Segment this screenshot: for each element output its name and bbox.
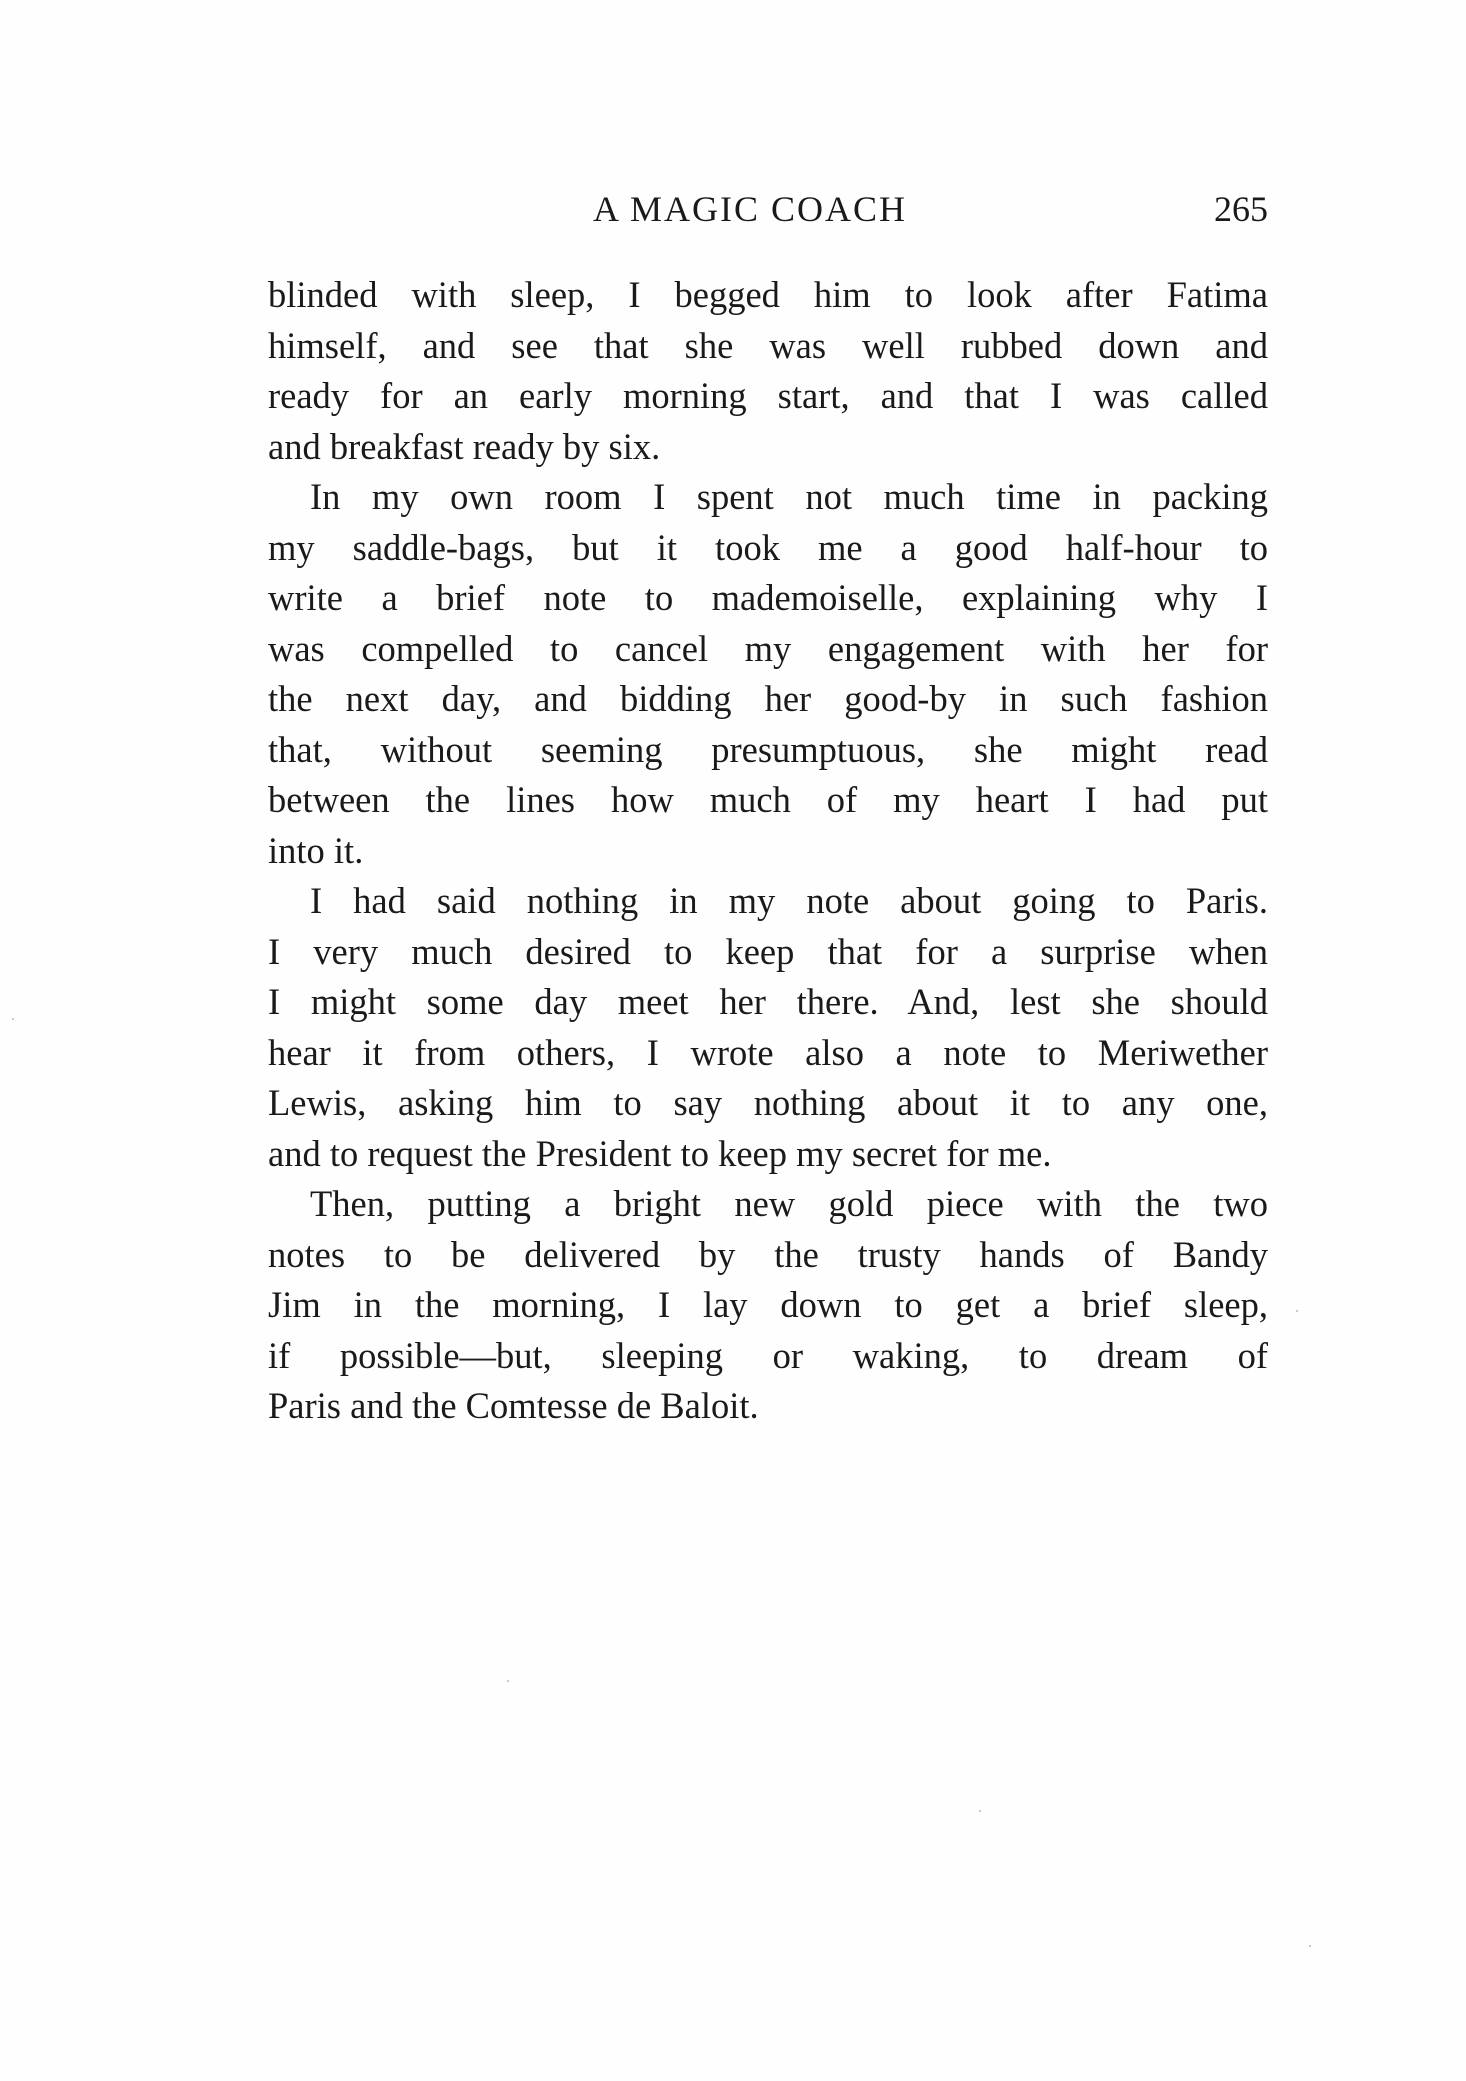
text-line: if possible—but, sleeping or waking, to dream of <box>268 1334 1268 1376</box>
text-line: Lewis, asking him to say nothing about it to any one, <box>268 1082 1268 1123</box>
text-line: that, without seeming presumptuous, she might read <box>268 728 1268 770</box>
text-line: blinded with sleep, I begged him to look after Fatima <box>268 274 1268 315</box>
text-line: I might some day meet her there. And, lest she should <box>268 981 1268 1022</box>
scan-speck <box>507 1680 509 1682</box>
text-line: In my own room I spent not much time in packing <box>310 476 1268 517</box>
text-line: write a brief note to mademoiselle, explaining why I <box>268 577 1268 618</box>
text-line: was compelled to cancel my engagement with her for <box>268 627 1268 669</box>
text-line: and breakfast ready by six. <box>268 425 661 467</box>
paragraph <box>268 270 1268 472</box>
scan-speck <box>1296 1310 1298 1312</box>
paragraph <box>268 876 1268 1179</box>
text-line: and to request the President to keep my secret for me. <box>268 1132 1052 1174</box>
scan-speck <box>979 1810 981 1812</box>
text-line: I had said nothing in my note about going to Paris. <box>310 880 1268 921</box>
text-line: Paris and the Comtesse de Baloit. <box>268 1385 759 1426</box>
scan-speck <box>1309 1945 1311 1947</box>
text-line: himself, and see that she was well rubbed down and <box>268 324 1268 366</box>
text-line: notes to be delivered by the trusty hands of Bandy <box>268 1233 1268 1275</box>
text-line: between the lines how much of my heart I had put <box>268 779 1268 820</box>
paragraph <box>268 472 1268 876</box>
text-line: hear it from others, I wrote also a note to Meriwether <box>268 1031 1268 1073</box>
text-line: Then, putting a bright new gold piece with the two <box>310 1183 1268 1224</box>
text-line: Jim in the morning, I lay down to get a brief sleep, <box>268 1284 1268 1325</box>
text-line: into it. <box>268 829 364 871</box>
text-line: the next day, and bidding her good-by in such fashion <box>268 678 1268 719</box>
text-line: ready for an early morning start, and that I was called <box>268 375 1268 416</box>
paragraph <box>268 1179 1268 1432</box>
body-text <box>268 270 1268 1432</box>
text-line: I very much desired to keep that for a surprise when <box>268 930 1268 972</box>
page-header <box>268 188 1268 238</box>
running-title: A MAGIC COACH <box>593 189 908 229</box>
text-line: my saddle-bags, but it took me a good half-hour to <box>268 526 1268 568</box>
scan-speck <box>12 1018 14 1020</box>
page-number: 265 <box>1214 189 1268 229</box>
